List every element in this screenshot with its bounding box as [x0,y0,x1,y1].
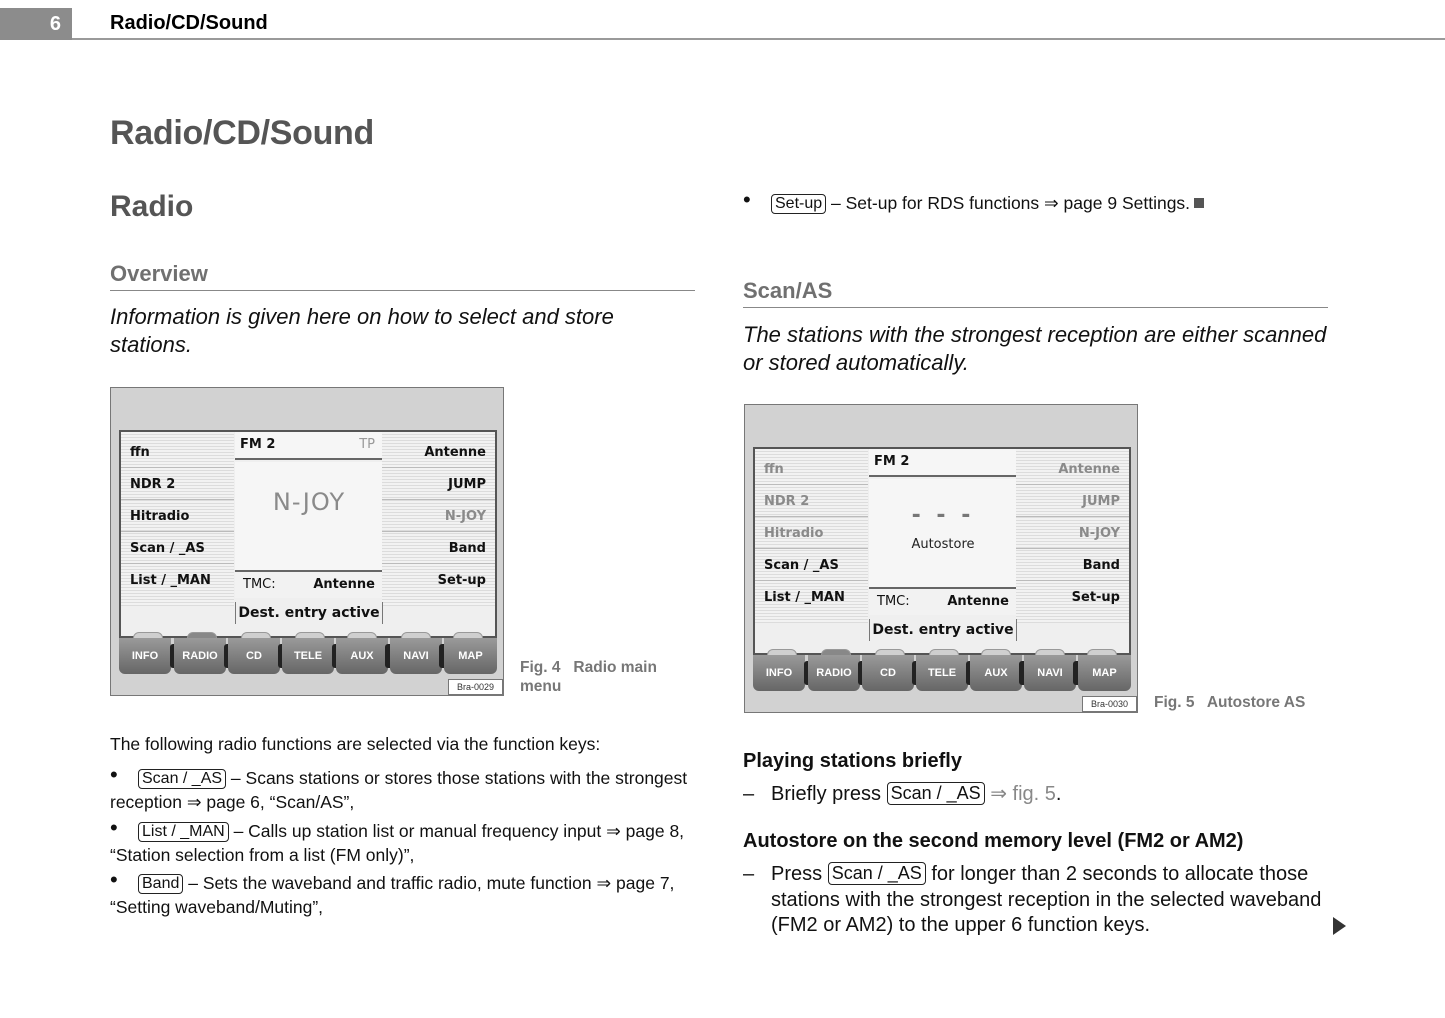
heading-autostore-second-level: Autostore on the second memory level (FM2 or AM2) [743,830,1244,852]
bullet-dot: • [743,187,751,212]
softkey-jump[interactable]: JUMP [1016,487,1129,517]
bullet-list-man-cont: “Station selection from a list (FM only)”, [110,845,415,865]
softkey-list-man[interactable]: List / _MAN [764,590,845,605]
heading-playing-briefly: Playing stations briefly [743,750,962,772]
key-aux[interactable]: AUX [970,655,1022,691]
softkey-band[interactable]: Band [382,534,495,564]
step2-line2: stations with the strongest reception in the selected waveband [771,889,1322,911]
bullet-band [110,867,700,895]
bullet-scan-as [110,762,700,790]
dash-marker: – [743,863,755,885]
tmc-label: TMC: [877,594,910,609]
figure-autostore [744,404,1138,713]
function-key-bar [753,655,1131,691]
function-key-bar [119,638,497,674]
step2-text: Press [771,863,823,885]
bullet-dot: • [110,762,118,787]
softkey-antenne[interactable]: Antenne [382,438,495,468]
key-info[interactable]: INFO [753,655,805,691]
bullet-band-cont: “Setting waveband/Muting”, [110,897,324,917]
bullet-scan-as-cont: reception ⇒ page 6, “Scan/AS”, [110,792,355,812]
dest-entry-status: Dest. entry active [235,602,383,624]
bullet-dot: • [110,815,118,840]
key-band: Band [138,874,183,894]
key-scan-as: Scan / _AS [828,862,926,885]
station-name: N-JOY [272,488,346,516]
key-navi[interactable]: NAVI [390,638,442,674]
softkey-hitradio[interactable]: Hitradio [121,502,234,532]
softkey-scan-as[interactable]: Scan / _AS [755,551,868,581]
figure-code: Bra-0029 [448,679,503,695]
station-display [235,462,383,570]
tmc-display [869,587,1017,615]
step1-text: Briefly press [771,783,882,805]
key-list-man: List / _MAN [138,822,229,842]
tmc-value: Antenne [947,594,1009,609]
dest-entry-status: Dest. entry active [869,619,1017,641]
functions-lead: The following radio functions are selected via the function keys: [110,734,601,754]
step1-end: . [1055,783,1062,805]
softkey-list-man[interactable]: List / _MAN [130,573,211,588]
left-softkey-column [121,432,234,606]
autostore-dashes: - - - [911,503,975,528]
bullet-text: – Calls up station list or manual frequency input ⇒ page 8, [233,821,685,841]
band-display [235,432,383,460]
chapter-title: Radio/CD/Sound [110,114,374,152]
overview-intro: Information is given here on how to select and store stations. [110,304,614,357]
softkey-set-up[interactable]: Set-up [437,573,486,588]
figure4-caption [520,658,680,696]
page-number: 6 [0,8,72,40]
left-softkey-column [755,449,868,623]
key-scan-as: Scan / _AS [138,769,226,789]
step-press-longer [743,861,1333,887]
page-header [0,0,1445,40]
next-page-arrow-icon[interactable] [1333,917,1346,935]
softkey-scan-as[interactable]: Scan / _AS [121,534,234,564]
figure-radio-main-menu [110,387,504,696]
step2-line3: (FM2 or AM2) to the upper 6 function keys. [771,914,1151,936]
tmc-display [235,570,383,598]
dash-marker: – [743,783,755,805]
end-of-section-icon [1194,198,1204,208]
key-map[interactable]: MAP [444,638,497,674]
softkey-set-up[interactable]: Set-up [1071,590,1120,605]
tp-indicator: TP [359,437,375,452]
bullet-text: – Scans stations or stores those stations with the strongest [230,768,688,788]
key-map[interactable]: MAP [1078,655,1131,691]
band-label: FM 2 [874,454,910,469]
key-tele[interactable]: TELE [282,638,334,674]
key-info[interactable]: INFO [119,638,171,674]
figure4-number: Fig. 4 [520,659,561,676]
figure5-number: Fig. 5 [1154,694,1195,711]
subsection-scan-as: Scan/AS [743,278,1328,308]
step-briefly-press [743,781,1333,807]
bullet-text: – Sets the waveband and traffic radio, mute function ⇒ page 7, [188,873,675,893]
section-title: Radio [110,190,194,223]
softkey-ffn[interactable]: ffn [121,438,234,468]
autostore-label: Autostore [911,537,975,552]
bullet-list-man [110,815,700,843]
scan-as-intro: The stations with the strongest reception are either scanned or stored automatically. [743,322,1327,375]
bullet-set-up [743,187,1333,215]
softkey-hitradio[interactable]: Hitradio [755,519,868,549]
softkey-n-joy[interactable]: N-JOY [382,502,495,532]
key-radio[interactable]: RADIO [808,655,860,691]
figure4-text: Radio main menu [520,659,657,695]
figure5-caption [1154,693,1354,712]
softkey-band[interactable]: Band [1016,551,1129,581]
bullet-dot: • [110,867,118,892]
figure-code: Bra-0030 [1082,696,1137,712]
step2-line1: for longer than 2 seconds to allocate those [931,863,1309,885]
radio-screen [753,447,1131,655]
figure5-text: Autostore AS [1206,694,1306,711]
softkey-ndr2[interactable]: NDR 2 [121,470,234,500]
fig5-reference[interactable]: ⇒ fig. 5 [990,783,1056,805]
key-tele[interactable]: TELE [916,655,968,691]
key-set-up: Set-up [771,194,826,214]
right-softkey-column [382,432,495,606]
bullet-text: – Set-up for RDS functions ⇒ page 9 Settings. [831,193,1191,213]
right-softkey-column [1016,449,1129,623]
softkey-ndr2[interactable]: NDR 2 [755,487,868,517]
key-scan-as: Scan / _AS [887,782,985,805]
band-label: FM 2 [240,437,276,452]
key-cd[interactable]: CD [228,638,280,674]
key-cd[interactable]: CD [862,655,914,691]
softkey-jump[interactable]: JUMP [382,470,495,500]
softkey-ffn[interactable]: ffn [755,455,868,485]
key-navi[interactable]: NAVI [1024,655,1076,691]
key-aux[interactable]: AUX [336,638,388,674]
running-title: Radio/CD/Sound [110,12,268,34]
subsection-overview: Overview [110,261,695,291]
tmc-label: TMC: [243,577,276,592]
band-display [869,449,1017,477]
softkey-n-joy[interactable]: N-JOY [1016,519,1129,549]
autostore-display [869,479,1017,587]
key-radio[interactable]: RADIO [174,638,226,674]
radio-screen [119,430,497,638]
softkey-antenne[interactable]: Antenne [1016,455,1129,485]
tmc-value: Antenne [313,577,375,592]
